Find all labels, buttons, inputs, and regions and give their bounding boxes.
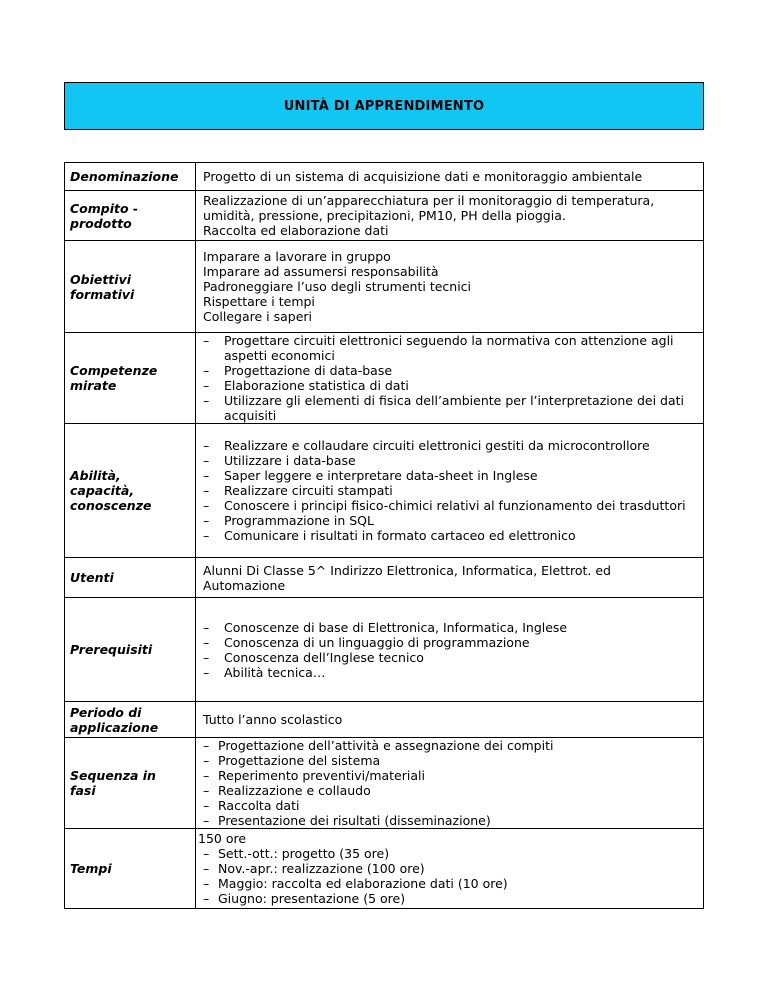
document-title: UNITÀ DI APPRENDIMENTO [283,98,485,114]
label-cell [65,558,196,598]
list-item: – Realizzare circuiti stampati [203,483,697,498]
list-item: – Realizzazione e collaudo [203,783,697,798]
label-sequenza: Sequenza in fasi [70,768,156,798]
value-cell [196,829,704,909]
list-item: – Sett.-ott.: progetto (35 ore) [203,846,697,861]
row-competenze [65,333,704,424]
value-utenti: Alunni Di Classe 5^ Indirizzo Elettronica, Informatica, Elettrot. ed Automazione [203,562,611,593]
list-item: – Reperimento preventivi/materiali [203,768,697,783]
tempi-list [198,846,697,906]
list-item: – Progettazione del sistema [203,753,697,768]
label-abilita: Abilità, capacità, conoscenze [70,468,152,513]
label-cell [65,163,196,191]
row-periodo [65,702,704,738]
uda-table [64,162,704,909]
row-obiettivi [65,241,704,333]
tempi-total: 150 ore [198,831,247,846]
list-item: – Utilizzare gli elementi di fisica dell’ambiente per l’interpretazione dei dati acquisiti [203,393,697,423]
list-item: – Abilità tecnica… [203,665,697,680]
obiettivi-line: Imparare ad assumersi responsabilità [203,264,439,279]
label-utenti: Utenti [70,570,114,585]
label-cell [65,829,196,909]
list-item: – Nov.-apr.: realizzazione (100 ore) [203,861,697,876]
obiettivi-line: Collegare i saperi [203,309,312,324]
compito-line: Realizzazione di un’apparecchiatura per il monitoraggio di temperatura, umidità, pressione, precipitazioni, PM10, PH della pioggia. [203,193,655,223]
row-compito [65,191,704,241]
row-denominazione [65,163,704,191]
obiettivi-line: Imparare a lavorare in gruppo [203,249,391,264]
label-cell [65,241,196,333]
list-item: – Progettare circuiti elettronici seguendo la normativa con attenzione agli aspetti economici [203,333,697,363]
label-cell [65,333,196,424]
list-item: – Conoscenza di un linguaggio di programmazione [203,635,697,650]
abilita-list [203,438,697,543]
value-denominazione: Progetto di un sistema di acquisizione dati e monitoraggio ambientale [203,169,643,184]
label-periodo: Periodo di applicazione [70,704,159,735]
value-cell [196,241,704,333]
row-sequenza [65,738,704,829]
label-cell [65,702,196,738]
list-item: – Progettazione di data-base [203,363,697,378]
list-item: – Saper leggere e interpretare data-sheet in Inglese [203,468,697,483]
value-cell [196,424,704,558]
row-utenti [65,558,704,598]
label-competenze: Competenze mirate [70,363,158,393]
competenze-list [203,333,697,423]
list-item: – Conoscenze di base di Elettronica, Informatica, Inglese [203,620,697,635]
obiettivi-line: Rispettare i tempi [203,294,315,309]
row-tempi [65,829,704,909]
list-item: – Programmazione in SQL [203,513,697,528]
label-prerequisiti: Prerequisiti [70,642,153,657]
value-periodo: Tutto l’anno scolastico [203,712,343,727]
label-tempi: Tempi [70,861,112,876]
title-box [64,82,704,130]
row-prerequisiti [65,598,704,702]
list-item: – Conoscenza dell’Inglese tecnico [203,650,697,665]
sequenza-list [203,738,697,828]
value-cell [196,598,704,702]
value-cell [196,191,704,241]
list-item: – Utilizzare i data-base [203,453,697,468]
value-cell [196,333,704,424]
label-cell [65,598,196,702]
label-cell [65,424,196,558]
value-cell [196,738,704,829]
label-denominazione: Denominazione [70,169,179,184]
list-item: – Realizzare e collaudare circuiti elettronici gestiti da microcontrollore [203,438,697,453]
list-item: – Comunicare i risultati in formato cartaceo ed elettronico [203,528,697,543]
list-item: – Presentazione dei risultati (disseminazione) [203,813,697,828]
obiettivi-line: Padroneggiare l’uso degli strumenti tecnici [203,279,472,294]
value-cell [196,163,704,191]
label-cell [65,191,196,241]
value-cell [196,702,704,738]
compito-line: Raccolta ed elaborazione dati [203,223,389,238]
label-compito: Compito - prodotto [70,200,139,231]
list-item: – Raccolta dati [203,798,697,813]
list-item: – Elaborazione statistica di dati [203,378,697,393]
list-item: – Conoscere i principi fisico-chimici relativi al funzionamento dei trasduttori [203,498,697,513]
label-obiettivi: Obiettivi formativi [70,271,135,302]
row-abilita [65,424,704,558]
label-cell [65,738,196,829]
list-item: – Progettazione dell’attività e assegnazione dei compiti [203,738,697,753]
list-item: – Giugno: presentazione (5 ore) [203,891,697,906]
value-cell [196,558,704,598]
list-item: – Maggio: raccolta ed elaborazione dati (10 ore) [203,876,697,891]
prerequisiti-list [203,620,697,680]
